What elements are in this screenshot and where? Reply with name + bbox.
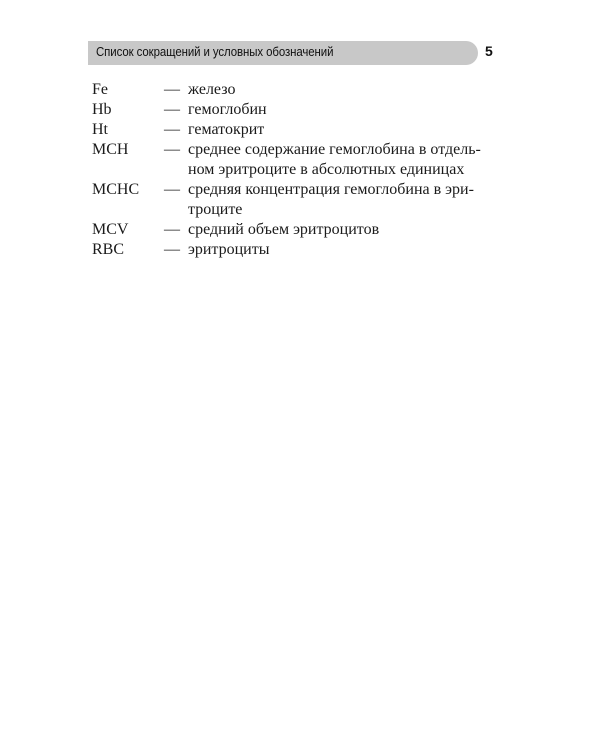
definition-line: гемоглобин [188, 101, 267, 118]
page-number: 5 [485, 43, 493, 59]
abbreviation-dash: — [164, 241, 180, 258]
abbreviation-row [92, 180, 512, 220]
abbreviation-definition [188, 240, 512, 260]
abbreviation-dash: — [164, 81, 180, 98]
definition-line: железо [188, 81, 236, 98]
definition-line: троците [188, 201, 243, 218]
abbreviation-term: Hb [92, 101, 112, 118]
definition-line: ном эритроците в абсолютных единицах [188, 161, 465, 178]
definition-line: среднее содержание гемоглобина в отдель- [188, 141, 481, 158]
abbreviation-definition [188, 220, 512, 240]
abbreviation-row [92, 240, 512, 260]
abbreviation-term: MCH [92, 141, 129, 158]
abbreviation-row [92, 220, 512, 240]
definition-line: гематокрит [188, 121, 265, 138]
abbreviation-list [92, 80, 512, 260]
abbreviation-row [92, 120, 512, 140]
definition-line: средняя концентрация гемоглобина в эри- [188, 181, 474, 198]
abbreviation-term: MCHC [92, 181, 140, 198]
header-bar [88, 41, 478, 65]
abbreviation-dash: — [164, 181, 180, 198]
abbreviation-term: Fe [92, 81, 108, 98]
abbreviation-row [92, 140, 512, 180]
abbreviation-term: RBC [92, 241, 125, 258]
abbreviation-row [92, 100, 512, 120]
definition-line: эритроциты [188, 241, 270, 258]
header-title: Список сокращений и условных обозначений [96, 44, 334, 59]
abbreviation-dash: — [164, 221, 180, 238]
abbreviation-dash: — [164, 141, 180, 158]
abbreviation-dash: — [164, 121, 180, 138]
definition-line: средний объем эритроцитов [188, 221, 380, 238]
abbreviation-definition [188, 180, 512, 220]
abbreviation-term: Ht [92, 121, 108, 138]
abbreviation-definition [188, 100, 512, 120]
abbreviation-term: MCV [92, 221, 129, 238]
abbreviation-definition [188, 120, 512, 140]
abbreviation-definition [188, 80, 512, 100]
running-header [88, 41, 508, 65]
abbreviation-definition [188, 140, 512, 180]
abbreviation-row [92, 80, 512, 100]
abbreviation-dash: — [164, 101, 180, 118]
